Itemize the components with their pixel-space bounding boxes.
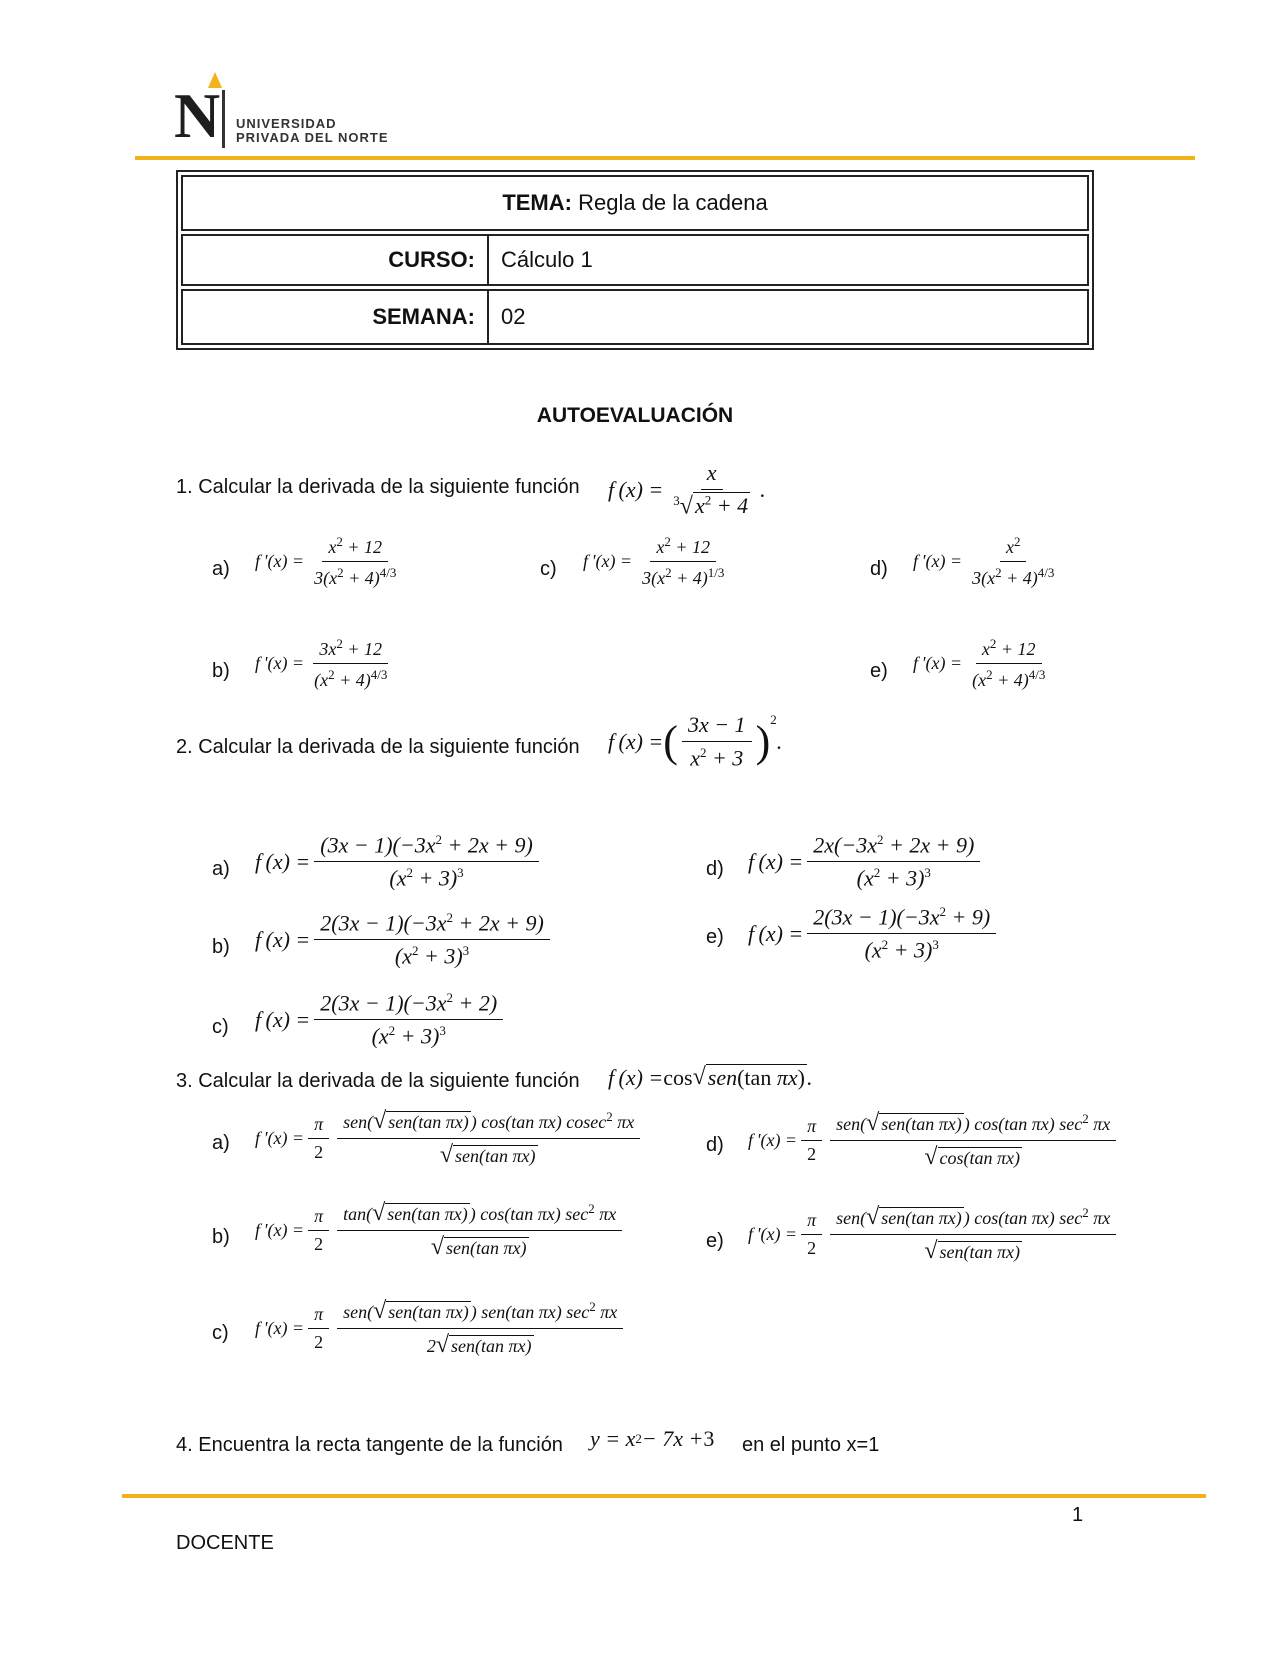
q2-option-c-label: c) — [212, 1016, 229, 1038]
page-title: AUTOEVALUACIÓN — [536, 404, 734, 427]
q1-option-c-label: c) — [540, 558, 557, 580]
tema-label: TEMA: — [502, 190, 572, 215]
q3-option-b-label: b) — [212, 1226, 230, 1248]
curso-row — [181, 234, 1089, 286]
q1-option-d-label: d) — [870, 558, 888, 580]
q1-option-b-label: b) — [212, 660, 230, 682]
footer-label: DOCENTE — [176, 1532, 274, 1554]
q2-option-b-label: b) — [212, 936, 230, 958]
q3-option-c: f '(x) = $\frac{\pi}{2}$ $\frac{sen(√ sen(\tan \pi x) ) sen(\tan \pi x) \sec^2 \pi x}{\text{2√ sen(tan πx)}}$ — [255, 1298, 627, 1359]
q1-option-e-label: e) — [870, 660, 888, 682]
q2-option-e: f (x) = $\frac{2(3x - 1)(-3x^2 + 9)}{(x^2 + 3)^3}$ — [748, 904, 1000, 964]
logo-mark: N — [174, 80, 221, 151]
tema-value: Regla de la cadena — [578, 190, 768, 215]
top-rule — [135, 156, 1195, 160]
tema-row — [181, 175, 1089, 231]
header-table — [176, 170, 1094, 350]
bottom-rule — [122, 1494, 1206, 1498]
q3-option-c-label: c) — [212, 1322, 229, 1344]
semana-value: 02 — [501, 304, 526, 329]
curso-label: CURSO: — [183, 236, 489, 284]
q1-option-c: f '(x) = $\frac{x^2 + 12}{3(x^2 + 4)^{1/3}}$ — [583, 534, 725, 588]
q4-function: y = x 2 − 7x + 3 — [590, 1426, 715, 1451]
q4-tail: en el punto x=1 — [742, 1434, 880, 1456]
q1-text: 1. Calcular la derivada de la siguiente función — [176, 476, 580, 498]
logo-line2: PRIVADA DEL NORTE — [236, 130, 389, 145]
university-logo — [174, 70, 414, 150]
q3-option-e-label: e) — [706, 1230, 724, 1252]
q2-text: 2. Calcular la derivada de la siguiente función — [176, 736, 580, 758]
q3-option-a-label: a) — [212, 1132, 230, 1154]
page-number: 1 — [1072, 1504, 1084, 1526]
q2-option-a-label: a) — [212, 858, 230, 880]
q1-option-a: f '(x) = $\frac{x^2 + 12}{3(x^2 + 4)^{4/3}}$ — [255, 534, 397, 588]
q1-option-b: f '(x) = $\frac{3x^2 + 12}{(x^2 + 4)^{4/3}}$ — [255, 636, 388, 690]
q3-option-b: f '(x) = $\frac{\pi}{2}$ $\frac{\tan(√ sen(\tan \pi x) ) \cos(\tan \pi x) \sec^2 \pi x}{\text{√ sen(tan πx)}}$ — [255, 1200, 626, 1261]
q2-option-a: f (x) = $\frac{(3x - 1)(-3x^2 + 2x + 9)}{(x^2 + 3)^3}$ — [255, 832, 543, 892]
q2-option-d: f (x) = $\frac{2x(-3x^2 + 2x + 9)}{(x^2 + 3)^3}$ — [748, 832, 984, 892]
q4-text: 4. Encuentra la recta tangente de la función — [176, 1434, 563, 1456]
q3-option-d-label: d) — [706, 1134, 724, 1156]
q3-function: f (x) = cos √ sen(tan πx) . — [608, 1064, 813, 1090]
q1-option-e: f '(x) = $\frac{x^2 + 12}{(x^2 + 4)^{4/3}}$ — [913, 636, 1046, 690]
curso-value: Cálculo 1 — [501, 247, 593, 272]
q2-option-d-label: d) — [706, 858, 724, 880]
q1-function: f (x) = $\frac{x}{^3√x^2 + 4}$ . — [608, 460, 766, 520]
q3-option-d: f '(x) = $\frac{\pi}{2}$ $\frac{sen(√ sen(\tan \pi x) ) \cos(\tan \pi x) \sec^2 \pi x}{\text{√ cos(tan πx)}}$ — [748, 1110, 1120, 1171]
q3-option-e: f '(x) = $\frac{\pi}{2}$ $\frac{sen(√ sen(\tan \pi x) ) \cos(\tan \pi x) \sec^2 \pi x}{\text{√ sen(tan πx)}}$ — [748, 1204, 1120, 1265]
q2-option-c: f (x) = $\frac{2(3x - 1)(-3x^2 + 2)}{(x^2 + 3)^3}$ — [255, 990, 507, 1050]
q2-function: f (x) = ( $\frac{3x - 1}{x^2 + 3}$ ) $^2$ . — [608, 712, 783, 771]
q2-option-b: f (x) = $\frac{2(3x - 1)(-3x^2 + 2x + 9)}{(x^2 + 3)^3}$ — [255, 910, 554, 970]
semana-row — [181, 289, 1089, 345]
logo-divider — [222, 90, 225, 148]
q3-text: 3. Calcular la derivada de la siguiente función — [176, 1070, 580, 1092]
q1-option-a-label: a) — [212, 558, 230, 580]
semana-label: SEMANA: — [183, 291, 489, 343]
q3-option-a: f '(x) = $\frac{\pi}{2}$ $\frac{sen(√ sen(\tan \pi x) ) \cos(\tan \pi x) cosec^2 \pi x}{\text{√ sen(tan πx)}}$ — [255, 1108, 644, 1169]
q1-option-d: f '(x) = $\frac{x^2}{3(x^2 + 4)^{4/3}}$ — [913, 534, 1055, 588]
q2-option-e-label: e) — [706, 926, 724, 948]
logo-line1: UNIVERSIDAD — [236, 116, 337, 131]
